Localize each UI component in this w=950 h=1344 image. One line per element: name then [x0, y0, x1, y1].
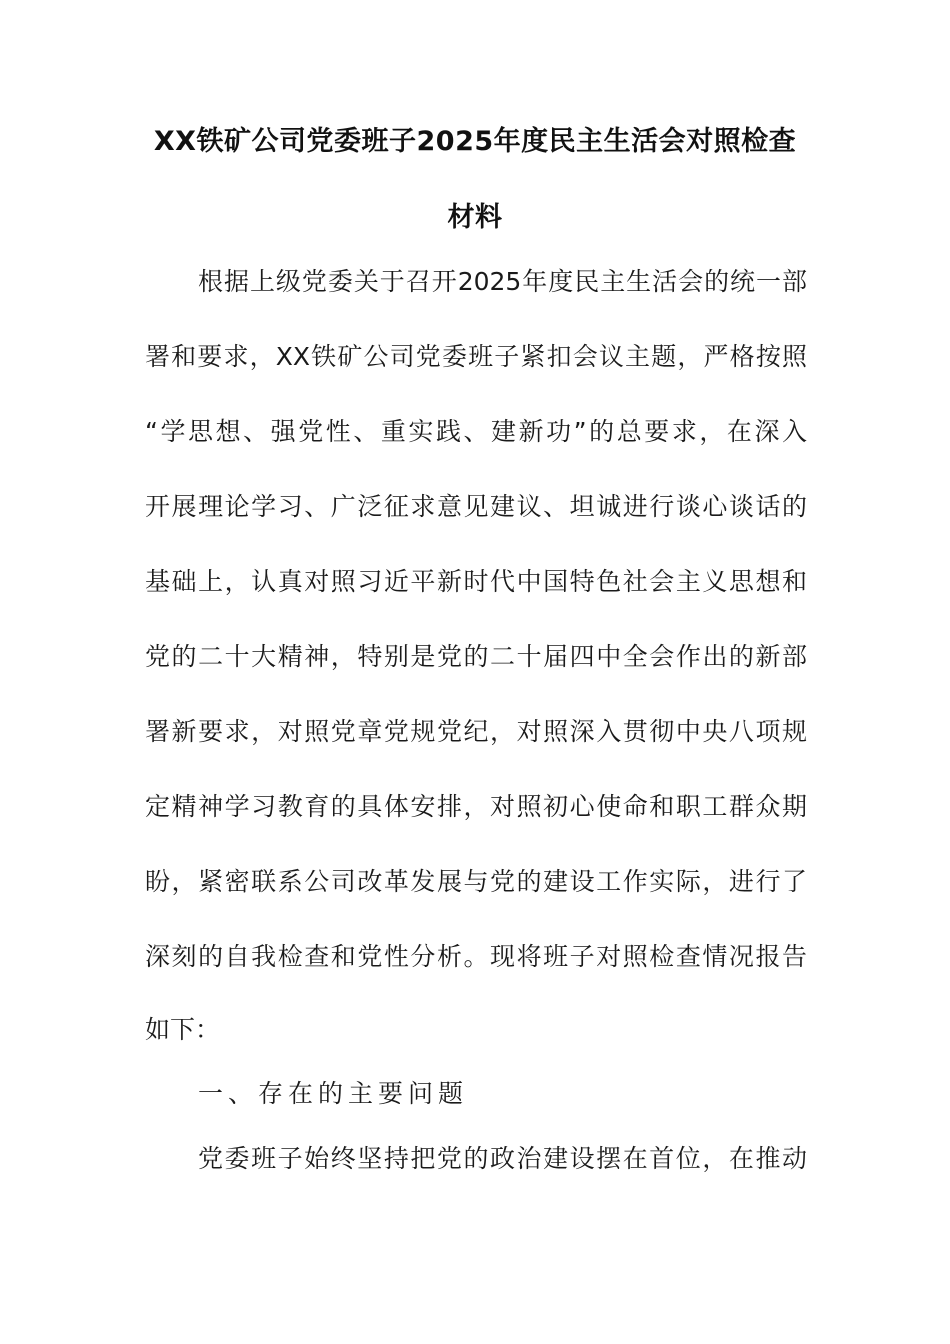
paragraph-line: 基础上，认真对照习近平新时代中国特色社会主义思想和 [145, 567, 807, 596]
paragraph-line: 署和要求，XX铁矿公司党委班子紧扣会议主题，严格按照 [145, 342, 807, 371]
paragraph-line: 如下： [145, 1015, 221, 1044]
paragraph-line: “学思想、强党性、重实践、建新功”的总要求，在深入 [145, 417, 807, 446]
paragraph-line: 定精神学习教育的具体安排，对照初心使命和职工群众期 [145, 792, 807, 821]
paragraph-line: 根据上级党委关于召开2025年度民主生活会的统一部 [198, 267, 807, 296]
section-heading: 一、存在的主要问题 [198, 1079, 469, 1108]
paragraph-line: 党委班子始终坚持把党的政治建设摆在首位，在推动 [198, 1144, 807, 1173]
paragraph-line: 深刻的自我检查和党性分析。现将班子对照检查情况报告 [145, 942, 807, 971]
paragraph-line: 党的二十大精神，特别是党的二十届四中全会作出的新部 [145, 642, 807, 671]
document-title-line-2: 材料 [447, 202, 503, 233]
document-title-line-1: XX铁矿公司党委班子2025年度民主生活会对照检查 [153, 126, 797, 157]
paragraph-line: 署新要求，对照党章党规党纪，对照深入贯彻中央八项规 [145, 717, 807, 746]
paragraph-line: 开展理论学习、广泛征求意见建议、坦诚进行谈心谈话的 [145, 492, 807, 521]
paragraph-line: 盼，紧密联系公司改革发展与党的建设工作实际，进行了 [145, 867, 807, 896]
